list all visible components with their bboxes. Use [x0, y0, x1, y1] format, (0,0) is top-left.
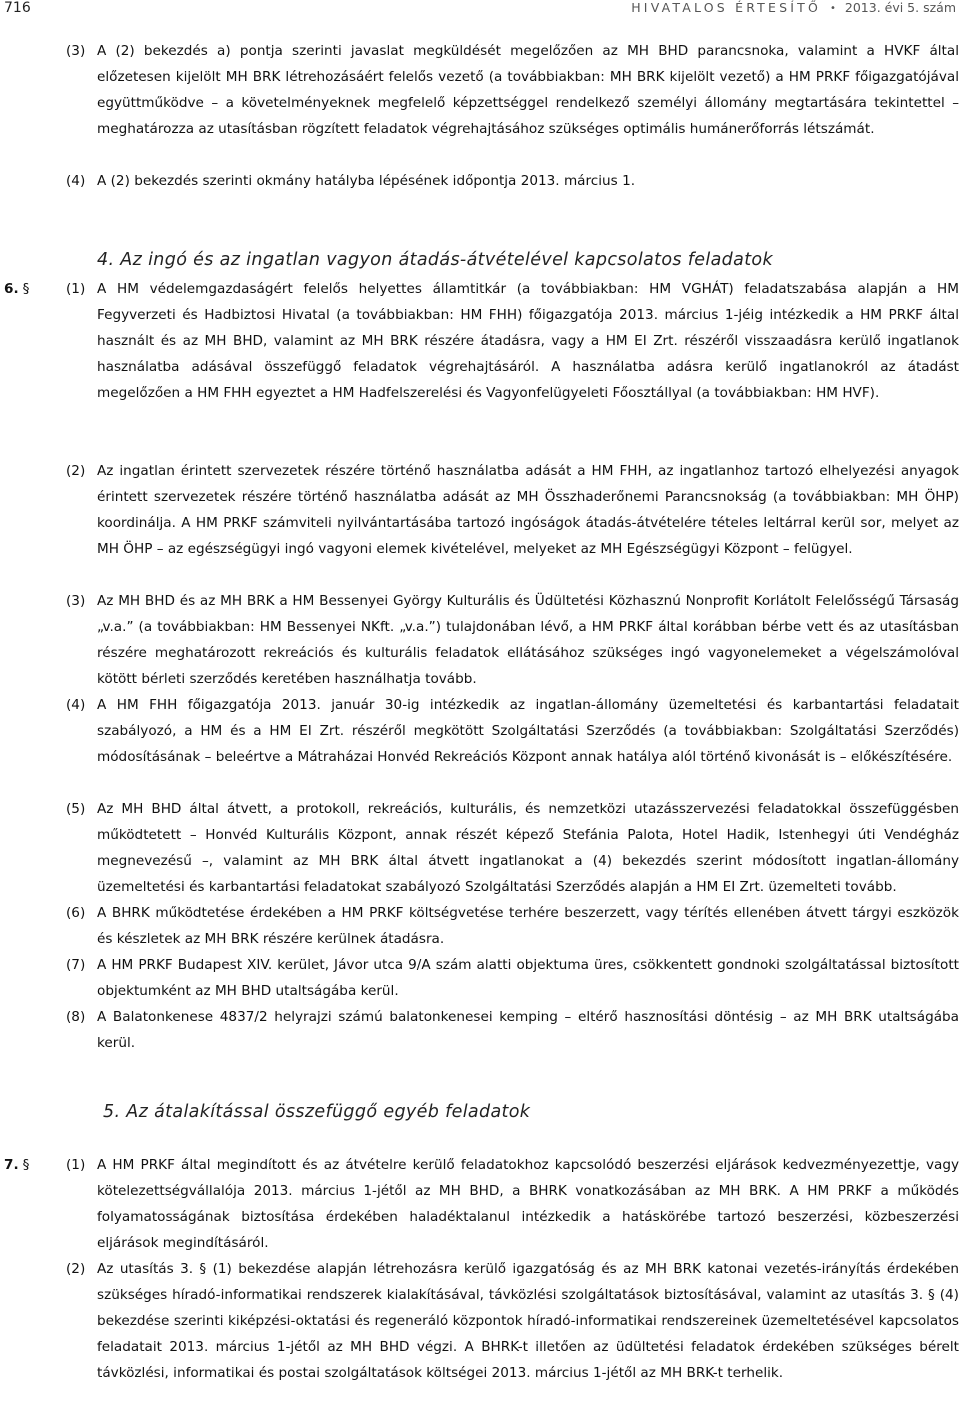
publication-title: HIVATALOS ÉRTESÍTŐ	[631, 0, 822, 15]
paragraph-number: (3)	[66, 593, 86, 609]
paragraph-number: (4)	[66, 697, 86, 713]
paragraph-text: Az MH BHD által átvett, a protokoll, rekreációs, kulturális, és nemzetközi utazásszervezési feladatokkal összefüggésben működtetett – Honvéd Kulturális Központ, annak részét képező Stefánia Palota, Hotel Hadik, Istenhegyi úti Vendégház megnevezésű –, valamint az MH BRK által átvett ingatlanokat a (4) bekezdés szerint módosított ingatlan-állomány üzemeltetési és karbantartási feladatokat szabályozó Szolgáltatási Szerződés alapján a HM EI Zrt. üzemelteti tovább.	[97, 801, 959, 895]
paragraph-number: (2)	[66, 463, 86, 479]
paragraph-text: Az MH BHD és az MH BRK a HM Bessenyei György Kulturális és Üdültetési Közhasznú Nonprofit Korlátolt Felelősségű Társaság „v.a.” (a továbbiakban: HM Bessenyei NKft. „v.a.”) tulajdonában lévő, a HM PRKF által korábban bérbe vett és az utasításban részére meghatározott rekreációs és kulturális feladatok ellátásához szükséges ingó vagyonelemeket a végelszámolóval kötött bérleti szerződés keretében használhatja tovább.	[97, 593, 959, 687]
paragraph-number: (1)	[66, 1157, 86, 1173]
paragraph-text: A (2) bekezdés szerinti okmány hatályba lépésének időpontja 2013. március 1.	[97, 173, 636, 189]
bullet-separator: •	[830, 3, 836, 14]
paragraph-number: (4)	[66, 173, 86, 189]
paragraph-number: (7)	[66, 957, 86, 973]
paragraph-number: (1)	[66, 281, 86, 297]
paragraph-text: Az utasítás 3. § (1) bekezdése alapján létrehozásra kerülő igazgatóság és az MH BRK katonai vezetés-irányítás érdekében szükséges híradó-informatikai rendszerek kialakításával, távközlési szolgáltatások biztosításával, valamint az utasítás 3. § (4) bekezdése szerinti kiképzési-oktatási és regeneráló központok híradó-informatikai rendszereinek üzemeltetésével kapcsolatos feladatait 2013. március 1-jétől az MH BHD végzi. A BHRK-t illetően az üdültetési feladatok érdekében szükséges bérelt távközlési, informatikai és postai szolgáltatások költségei 2013. március 1-jétől az MH BRK-t terhelik.	[97, 1261, 959, 1381]
paragraph-number: (3)	[66, 43, 86, 59]
section-marker: 6. §	[4, 281, 30, 297]
paragraph-text: A HM védelemgazdaságért felelős helyettes államtitkár (a továbbiakban: HM VGHÁT) feladatszabása alapján a HM Fegyverzeti és Hadbiztosi Hivatal (a továbbiakban: HM FHH) főigazgatója 2013. március 1-jéig intézkedik a HM PRKF által használt és az MH BHD, valamint az MH BRK részére átadásra, vagy a HM EI Zrt. részéről visszaadásra kerülő ingatlanok használatba adásával összefüggő feladatok végrehajtásáról. A használatba adásra kerülő ingatlanokról az átadást megelőzően a HM FHH egyeztet a HM Hadfelszerelési és Vagyonfelügyeleti Főosztállyal (a továbbiakban: HM HVF).	[97, 281, 959, 401]
paragraph-text: A (2) bekezdés a) pontja szerinti javaslat megküldését megelőzően az MH BHD parancsnoka, valamint a HVKF által előzetesen kijelölt MH BRK létrehozásáért felelős vezető (a továbbiakban: MH BRK kijelölt vezető) a HM PRKF főigazgatójával együttműködve – a követelményeknek megfelelő képzettséggel rendelkező személyi állomány megtartására tekintettel – meghatározza az utasításban rögzített feladatok végrehajtásához szükséges optimális humánerőforrás létszámát.	[97, 43, 959, 137]
paragraph-text: A HM PRKF Budapest XIV. kerület, Jávor utca 9/A szám alatti objektuma üres, csökkentett gondnoki szolgáltatással biztosított objektumként az MH BHD utaltságába kerül.	[97, 957, 959, 999]
paragraph-number: (5)	[66, 801, 86, 817]
issue-number: 2013. évi 5. szám	[844, 0, 956, 15]
section-marker: 7. §	[4, 1157, 30, 1173]
paragraph-number: (2)	[66, 1261, 86, 1277]
paragraph-number: (8)	[66, 1009, 86, 1025]
paragraph-text: A HM FHH főigazgatója 2013. január 30-ig intézkedik az ingatlan-állomány üzemeltetési és karbantartási feladatait szabályozó, a HM és a HM EI Zrt. részéről megkötött Szolgáltatási Szerződés (a továbbiakban: Szolgáltatási Szerződés) módosításának – beleértve a Mátraházai Honvéd Rekreációs Központ annak hatálya alól történő kivonását is – előkészítésére.	[97, 697, 959, 765]
chapter-heading-4: 4. Az ingó és az ingatlan vagyon átadás-átvételével kapcsolatos feladatok	[97, 250, 773, 270]
running-header	[631, 0, 956, 15]
paragraph-text: Az ingatlan érintett szervezetek részére történő használatba adását a HM FHH, az ingatlanhoz tartozó elhelyezési anyagok érintett szervezetek részére történő használatba adását az MH Összhaderőnemi Parancsnokság (a továbbiakban: MH ÖHP) koordinálja. A HM PRKF számviteli nyilvántartásába tartozó ingóságok átadás-átvételére tételes leltárral kerül sor, melyet az MH ÖHP – az egészségügyi ingó vagyoni elemek kivételével, melyeket az MH Egészségügyi Központ – felügyel.	[97, 463, 959, 557]
chapter-heading-5: 5. Az átalakítással összefüggő egyéb feladatok	[103, 1102, 531, 1122]
paragraph-number: (6)	[66, 905, 86, 921]
paragraph-text: A BHRK működtetése érdekében a HM PRKF költségvetése terhére beszerzett, vagy térítés ellenében átvett tárgyi eszközök és készletek az MH BRK részére kerülnek átadásra.	[97, 905, 959, 947]
page-number: 716	[4, 0, 31, 16]
paragraph-text: A Balatonkenese 4837/2 helyrajzi számú balatonkenesei kemping – eltérő hasznosítási döntésig – az MH BRK utaltságába kerül.	[97, 1009, 959, 1051]
paragraph-text: A HM PRKF által megindított és az átvételre kerülő feladatokhoz kapcsolódó beszerzési eljárások kedvezményezettje, vagy kötelezettségvállalója 2013. március 1-jétől az MH BHD, a BHRK vonatkozásában az MH BRK. A HM PRKF a működés folyamatosságának biztosítása érdekében haladéktalanul intézkedik a hatáskörébe tartozó beszerzési, közbeszerzési eljárások megindításáról.	[97, 1157, 959, 1251]
page-header	[0, 0, 960, 22]
